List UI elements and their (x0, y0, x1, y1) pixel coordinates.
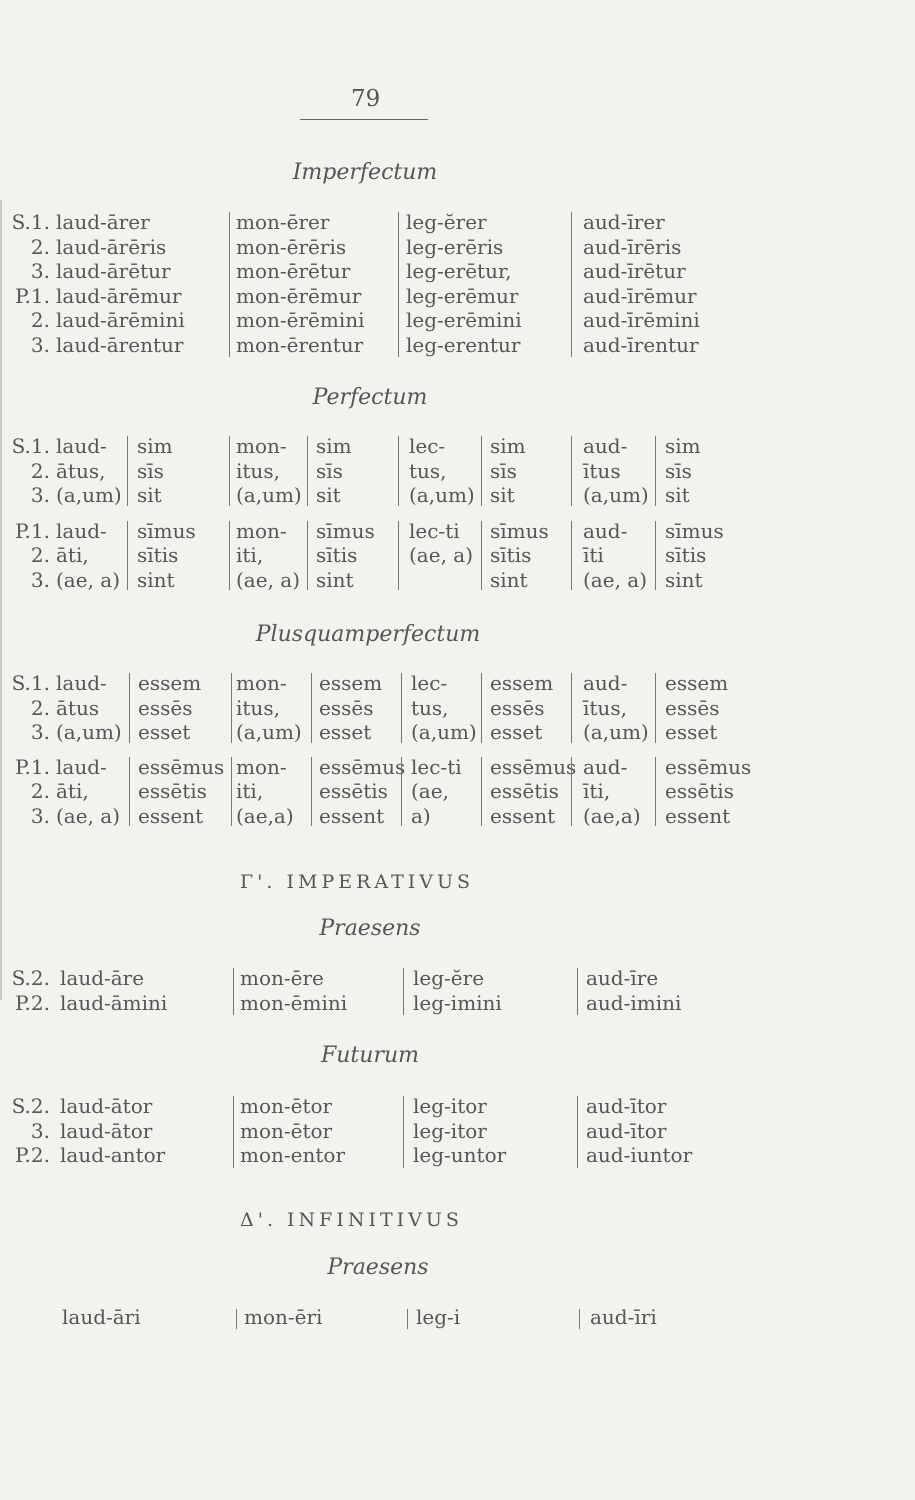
auxiliary-cell: essētis (138, 779, 207, 803)
participle-cell: (a,um) (411, 720, 477, 744)
participle-cell: tus, (409, 458, 447, 483)
auxiliary-cell: sim (316, 434, 352, 458)
form-cell: leg-untor (413, 1143, 507, 1167)
auxiliary-cell: essem (138, 671, 202, 695)
participle-cell: mon- (236, 671, 287, 695)
column-divider (236, 1309, 237, 1329)
row-label: 2. (30, 695, 50, 720)
auxiliary-divider (127, 521, 128, 591)
participle-cell: mon- (236, 434, 287, 458)
column-divider (571, 673, 572, 743)
section-title-imperfectum: Imperfectum (292, 160, 438, 185)
column-divider (233, 968, 234, 1015)
participle-cell: (a,um) (236, 720, 302, 744)
participle-cell: (ae, (411, 779, 449, 803)
auxiliary-divider (311, 673, 312, 743)
participle-cell: āti, (56, 779, 89, 803)
participle-cell: (a,um) (583, 483, 649, 507)
row-label: S.1. (11, 434, 50, 458)
auxiliary-cell: sint (137, 567, 175, 592)
auxiliary-divider (481, 673, 482, 743)
form-cell: laud-ārentur (56, 332, 184, 357)
auxiliary-cell: sim (490, 434, 526, 458)
row-label: S.1. (11, 210, 50, 234)
auxiliary-cell: sīs (137, 458, 164, 483)
participle-cell: iti, (236, 543, 264, 567)
participle-cell: aud- (583, 671, 628, 695)
auxiliary-cell: essētis (490, 779, 559, 803)
auxiliary-divider (129, 673, 130, 743)
row-label: 3. (30, 720, 50, 744)
column-divider (579, 1309, 580, 1329)
section-title-imperativus-praesens: Praesens (319, 916, 421, 941)
form-cell: mon-ēri (244, 1305, 323, 1329)
row-label: 2. (30, 308, 50, 332)
form-cell: laud-ātor (60, 1094, 153, 1118)
auxiliary-cell: sit (316, 483, 341, 507)
form-cell: laud-ātor (60, 1118, 153, 1143)
auxiliary-divider (307, 436, 308, 506)
form-cell: leg-imini (413, 990, 502, 1015)
auxiliary-cell: sint (490, 567, 528, 592)
row-label: P.2. (15, 990, 50, 1015)
participle-cell: laud- (56, 754, 107, 779)
auxiliary-cell: sīmus (137, 518, 196, 543)
auxiliary-cell: sīs (490, 458, 517, 483)
form-cell: leg-itor (413, 1118, 487, 1143)
participle-cell: ātus (56, 695, 100, 720)
column-divider (577, 968, 578, 1015)
auxiliary-divider (481, 436, 482, 506)
form-cell: laud-ārēris (56, 234, 167, 259)
auxiliary-cell: sīs (665, 458, 692, 483)
participle-cell: laud- (56, 518, 107, 543)
participle-cell: tus, (411, 695, 449, 720)
form-cell: mon-ēre (240, 966, 324, 990)
auxiliary-divider (481, 757, 482, 827)
column-divider (401, 673, 402, 743)
auxiliary-cell: essēmus (665, 754, 752, 779)
form-cell: laud-ārer (56, 210, 150, 234)
participle-cell: lec- (411, 671, 448, 695)
participle-cell: aud- (583, 518, 628, 543)
form-cell: aud-īre (586, 966, 659, 990)
row-label: S.1. (11, 671, 50, 695)
form-cell: mon-ētor (240, 1094, 333, 1118)
participle-cell: ātus, (56, 458, 106, 483)
auxiliary-divider (655, 521, 656, 591)
form-cell: laud-ārēmini (56, 308, 185, 332)
form-cell: leg-erēmini (406, 308, 522, 332)
form-cell: mon-ēmini (240, 990, 348, 1015)
section-title-infinitivus-praesens: Praesens (327, 1255, 429, 1280)
auxiliary-divider (481, 521, 482, 591)
column-divider (398, 212, 399, 357)
participle-cell: aud- (583, 754, 628, 779)
auxiliary-cell: sītis (490, 543, 532, 567)
auxiliary-cell: essēs (138, 695, 193, 720)
auxiliary-cell: essēmus (138, 754, 225, 779)
auxiliary-divider (655, 436, 656, 506)
participle-cell: (a,um) (56, 720, 122, 744)
form-cell: aud-īri (590, 1305, 657, 1329)
row-label: 3. (30, 259, 50, 283)
form-cell: laud-āmini (60, 990, 168, 1015)
column-divider (571, 212, 572, 357)
participle-cell: lec-ti (411, 754, 462, 779)
participle-cell: iti, (236, 779, 264, 803)
form-cell: laud-ārētur (56, 259, 171, 283)
auxiliary-cell: esset (138, 720, 191, 744)
column-divider (403, 1096, 404, 1168)
auxiliary-cell: essent (319, 803, 385, 828)
auxiliary-cell: essent (138, 803, 204, 828)
form-cell: mon-entor (240, 1143, 345, 1167)
row-label: P.1. (15, 283, 50, 308)
auxiliary-divider (311, 757, 312, 827)
row-label: 2. (30, 458, 50, 483)
form-cell: mon-ētor (240, 1118, 333, 1143)
form-cell: aud-īrer (583, 210, 665, 234)
page-number: 79 (351, 86, 381, 112)
participle-cell: (ae, a) (56, 567, 121, 592)
auxiliary-cell: sīmus (665, 518, 724, 543)
form-cell: leg-i (416, 1305, 461, 1329)
participle-cell: āti, (56, 543, 89, 567)
participle-cell: (ae, a) (56, 803, 121, 828)
form-cell: leg-ĕre (413, 966, 485, 990)
auxiliary-cell: sit (490, 483, 515, 507)
auxiliary-cell: essētis (319, 779, 388, 803)
auxiliary-cell: essēmus (490, 754, 577, 779)
form-cell: mon-ērēris (236, 234, 347, 259)
auxiliary-cell: essēmus (319, 754, 406, 779)
form-cell: leg-erētur, (406, 259, 512, 283)
participle-cell: mon- (236, 754, 287, 779)
section-title-perfectum: Perfectum (312, 385, 428, 410)
auxiliary-cell: sint (316, 567, 354, 592)
auxiliary-cell: sītis (137, 543, 179, 567)
page-number-rule (300, 119, 428, 120)
auxiliary-cell: sit (137, 483, 162, 507)
auxiliary-divider (655, 757, 656, 827)
column-divider (229, 521, 230, 591)
participle-cell: (ae, a) (236, 567, 301, 592)
row-label: 2. (30, 779, 50, 803)
heading-imperativus: Γ'. IMPERATIVUS (240, 871, 475, 893)
participle-cell: lec-ti (409, 518, 460, 543)
form-cell: laud-ārēmur (56, 283, 182, 308)
auxiliary-cell: sītis (316, 543, 358, 567)
auxiliary-cell: sint (665, 567, 703, 592)
participle-cell: (ae,a) (583, 803, 641, 828)
section-title-plusquamperfectum: Plusquamperfectum (255, 622, 481, 647)
form-cell: laud-antor (60, 1143, 166, 1167)
participle-cell: (a,um) (236, 483, 302, 507)
participle-cell: laud- (56, 434, 107, 458)
form-cell: aud-īrēmini (583, 308, 700, 332)
column-divider (398, 521, 399, 591)
auxiliary-cell: essent (490, 803, 556, 828)
participle-cell: mon- (236, 518, 287, 543)
form-cell: aud-īrētur (583, 259, 686, 283)
auxiliary-cell: essēs (490, 695, 545, 720)
row-label: 3. (30, 567, 50, 592)
form-cell: leg-erēris (406, 234, 504, 259)
auxiliary-divider (307, 521, 308, 591)
participle-cell: laud- (56, 671, 107, 695)
participle-cell: (a,um) (409, 483, 475, 507)
auxiliary-cell: essēs (319, 695, 374, 720)
participle-cell: (ae,a) (236, 803, 294, 828)
auxiliary-cell: sīs (316, 458, 343, 483)
column-divider (401, 757, 402, 827)
auxiliary-divider (129, 757, 130, 827)
participle-cell: itus, (236, 458, 280, 483)
participle-cell: (ae, a) (583, 567, 648, 592)
form-cell: aud-īrentur (583, 332, 699, 357)
form-cell: leg-itor (413, 1094, 487, 1118)
participle-cell: lec- (409, 434, 446, 458)
auxiliary-cell: essem (319, 671, 383, 695)
auxiliary-cell: esset (319, 720, 372, 744)
column-divider (231, 673, 232, 743)
form-cell: mon-ērēmur (236, 283, 362, 308)
auxiliary-divider (127, 436, 128, 506)
column-divider (231, 757, 232, 827)
row-label: 3. (30, 803, 50, 828)
auxiliary-cell: sit (665, 483, 690, 507)
column-divider (577, 1096, 578, 1168)
participle-cell: (a,um) (56, 483, 122, 507)
row-label: 2. (30, 543, 50, 567)
participle-cell: a) (411, 803, 431, 828)
auxiliary-cell: essem (665, 671, 729, 695)
column-divider (229, 436, 230, 506)
participle-cell: itus, (236, 695, 280, 720)
row-label: P.1. (15, 754, 50, 779)
form-cell: laud-āre (60, 966, 145, 990)
form-cell: leg-erentur (406, 332, 521, 357)
column-divider (571, 757, 572, 827)
form-cell: aud-ītor (586, 1094, 667, 1118)
row-label: 3. (30, 483, 50, 507)
form-cell: aud-iuntor (586, 1143, 693, 1167)
participle-cell: īti, (583, 779, 611, 803)
row-label: P.1. (15, 518, 50, 543)
participle-cell: aud- (583, 434, 628, 458)
row-label: 2. (30, 234, 50, 259)
form-cell: mon-ērentur (236, 332, 364, 357)
participle-cell: (ae, a) (409, 543, 474, 567)
participle-cell: (a,um) (583, 720, 649, 744)
auxiliary-cell: sim (137, 434, 173, 458)
auxiliary-cell: esset (665, 720, 718, 744)
auxiliary-cell: essētis (665, 779, 734, 803)
form-cell: aud-īrēris (583, 234, 682, 259)
form-cell: leg-ĕrer (406, 210, 487, 234)
row-label: P.2. (15, 1143, 50, 1167)
participle-cell: ītus (583, 458, 621, 483)
column-divider (571, 436, 572, 506)
auxiliary-cell: essent (665, 803, 731, 828)
participle-cell: ītus, (583, 695, 627, 720)
auxiliary-cell: esset (490, 720, 543, 744)
form-cell: aud-ītor (586, 1118, 667, 1143)
form-cell: aud-īrēmur (583, 283, 697, 308)
form-cell: aud-imini (586, 990, 682, 1015)
section-title-imperativus-futurum: Futurum (321, 1043, 419, 1068)
auxiliary-divider (655, 673, 656, 743)
form-cell: mon-ērētur (236, 259, 351, 283)
auxiliary-cell: sim (665, 434, 701, 458)
column-divider (398, 436, 399, 506)
form-cell: laud-āri (62, 1305, 141, 1329)
column-divider (403, 968, 404, 1015)
auxiliary-cell: essēs (665, 695, 720, 720)
heading-infinitivus: Δ'. INFINITIVUS (240, 1209, 463, 1231)
form-cell: mon-ērēmini (236, 308, 365, 332)
participle-cell: īti (583, 543, 604, 567)
form-cell: leg-erēmur (406, 283, 519, 308)
row-label: S.2. (11, 1094, 50, 1118)
row-label: S.2. (11, 966, 50, 990)
auxiliary-cell: sītis (665, 543, 707, 567)
auxiliary-cell: sīmus (316, 518, 375, 543)
auxiliary-cell: sīmus (490, 518, 549, 543)
auxiliary-cell: essem (490, 671, 554, 695)
column-divider (407, 1309, 408, 1329)
row-label: 3. (30, 1118, 50, 1143)
column-divider (233, 1096, 234, 1168)
column-divider (571, 521, 572, 591)
row-label: 3. (30, 332, 50, 357)
column-divider (229, 212, 230, 357)
form-cell: mon-ērer (236, 210, 330, 234)
